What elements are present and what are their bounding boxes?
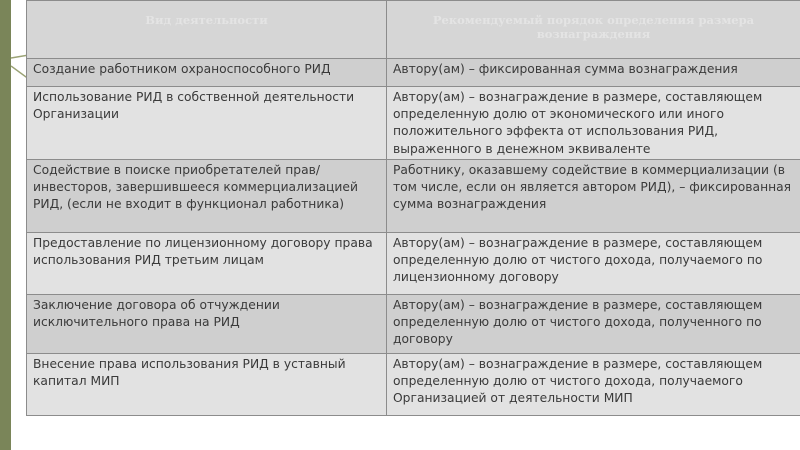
reward-table xyxy=(26,0,800,416)
table-row xyxy=(27,295,800,354)
table-header-row xyxy=(27,1,800,59)
order-cell: Автору(ам) – вознаграждение в размере, составляющем определенную долю от чистого дохода, получаемого Организацией от деятельности МИП xyxy=(387,354,800,416)
order-cell: Автору(ам) – вознаграждение в размере, составляющем определенную долю от чистого дохода, получаемого по лицензионному договору xyxy=(387,233,800,295)
activity-cell: Содействие в поиске приобретателей прав/инвесторов, завершившееся коммерциализацией РИД, (если не входит в функционал работника) xyxy=(27,160,387,233)
activity-cell: Заключение договора об отчуждении исключительного права на РИД xyxy=(27,295,387,354)
activity-cell: Внесение права использования РИД в уставный капитал МИП xyxy=(27,354,387,416)
table-row xyxy=(27,160,800,233)
table-row xyxy=(27,233,800,295)
order-cell: Работнику, оказавшему содействие в коммерциализации (в том числе, если он является автором РИД), – фиксированная сумма вознаграждения xyxy=(387,160,800,233)
activity-cell: Предоставление по лицензионному договору права использования РИД третьим лицам xyxy=(27,233,387,295)
table-row xyxy=(27,87,800,160)
order-cell: Автору(ам) – вознаграждение в размере, составляющем определенную долю от экономического или иного положительного эффекта от использования РИД, выраженного в денежном эквиваленте xyxy=(387,87,800,160)
table-row xyxy=(27,59,800,87)
order-cell: Автору(ам) – вознаграждение в размере, составляющем определенную долю от чистого дохода, полученного по договору xyxy=(387,295,800,354)
column-header-order: Рекомендуемый порядок определения размера вознаграждения xyxy=(387,1,800,59)
table-row xyxy=(27,354,800,416)
activity-cell: Использование РИД в собственной деятельности Организации xyxy=(27,87,387,160)
accent-strip xyxy=(0,0,11,450)
column-header-activity: Вид деятельности xyxy=(27,1,387,59)
order-cell: Автору(ам) – фиксированная сумма вознаграждения xyxy=(387,59,800,87)
activity-cell: Создание работником охраноспособного РИД xyxy=(27,59,387,87)
